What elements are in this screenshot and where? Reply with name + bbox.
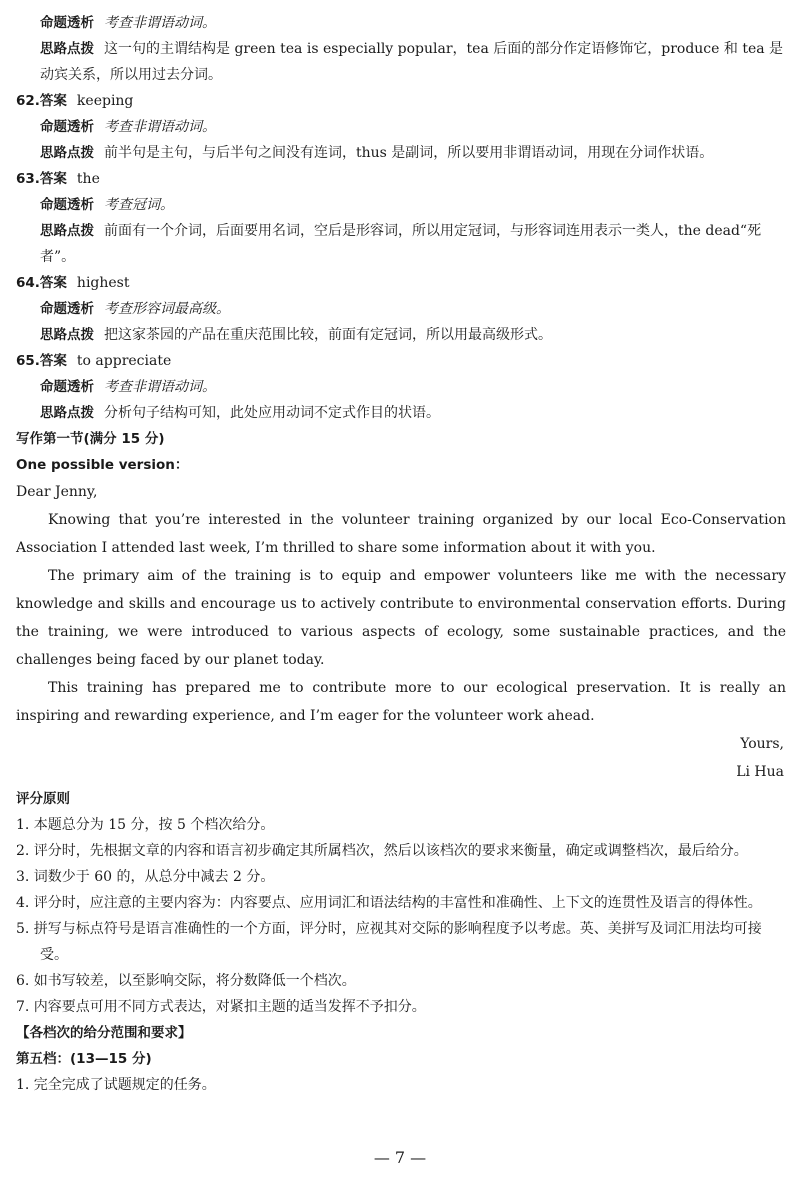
hint-row xyxy=(16,140,786,166)
scoring-rule: 2. 评分时，先根据文章的内容和语言初步确定其所属档次，然后以该档次的要求来衡量，确定或调整档次，最后给分。 xyxy=(16,843,748,859)
hint-label: 思路点拨 xyxy=(40,405,94,421)
answer-label: 答案 xyxy=(39,171,67,187)
analysis-label: 命题透析 xyxy=(40,15,94,31)
hint-row xyxy=(16,400,786,426)
scoring-heading: 评分原则 xyxy=(16,791,70,807)
analysis-label: 命题透析 xyxy=(40,119,94,135)
analysis-label: 命题透析 xyxy=(40,301,94,317)
analysis-row xyxy=(16,10,786,36)
analysis-label: 命题透析 xyxy=(40,379,94,395)
answer-row xyxy=(16,166,786,192)
essay-paragraph: Knowing that you’re interested in the volunteer training organized by our local Eco-Conservation Association I attended last week, I’m thrilled to share some information about it with you. xyxy=(16,512,786,556)
essay-paragraph: The primary aim of the training is to equip and empower volunteers like me with the necessary knowledge and skills and encourage us to actively contribute to environmental conservation efforts. During the training, we were introduced to various aspects of ecology, some sustainable practices, and the challenges being faced by our planet today. xyxy=(16,568,786,668)
hint-label: 思路点拨 xyxy=(40,41,94,57)
analysis-text: 考查非谓语动词。 xyxy=(104,119,216,135)
answer-row xyxy=(16,270,786,296)
scoring-rule: 1. 本题总分为 15 分，按 5 个档次给分。 xyxy=(16,817,275,833)
analysis-row xyxy=(16,374,786,400)
question-number: 63. xyxy=(16,171,40,187)
question-number: 64. xyxy=(16,275,40,291)
essay-signature: Li Hua xyxy=(736,764,784,780)
answer-value: keeping xyxy=(76,93,134,109)
answer-label: 答案 xyxy=(39,275,67,291)
analysis-text: 考查冠词。 xyxy=(104,197,174,213)
document-page xyxy=(16,10,786,1098)
analysis-text: 考查形容词最高级。 xyxy=(104,301,230,317)
hint-text: 前面有一个介词，后面要用名词，空后是形容词，所以用定冠词，与形容词连用表示一类人，the dead“死者”。 xyxy=(40,223,762,265)
answer-value: to appreciate xyxy=(76,353,172,369)
page-number: — 7 — xyxy=(373,1148,427,1167)
hint-row xyxy=(16,36,786,88)
hint-row xyxy=(16,218,786,270)
scoring-rule: 3. 词数少于 60 的，从总分中减去 2 分。 xyxy=(16,869,275,885)
writing-heading: 写作第一节(满分 15 分) xyxy=(16,431,165,447)
analysis-text: 考查非谓语动词。 xyxy=(104,379,216,395)
sample-essay xyxy=(16,478,786,730)
answer-row xyxy=(16,88,786,114)
hint-text: 前半句是主句，与后半句之间没有连词，thus 是副词，所以要用非谓语动词，用现在分词作状语。 xyxy=(104,145,714,161)
scoring-rule: 7. 内容要点可用不同方式表达，对紧扣主题的适当发挥不予扣分。 xyxy=(16,999,426,1015)
hint-text: 把这家茶园的产品在重庆范围比较，前面有定冠词，所以用最高级形式。 xyxy=(104,327,552,343)
scoring-rule: 6. 如书写较差，以至影响交际，将分数降低一个档次。 xyxy=(16,973,356,989)
tier5-item: 1. 完全完成了试题规定的任务。 xyxy=(16,1077,216,1093)
tier5-heading: 第五档：(13—15 分) xyxy=(16,1051,152,1067)
hint-label: 思路点拨 xyxy=(40,327,94,343)
answer-label: 答案 xyxy=(39,353,67,369)
hint-label: 思路点拨 xyxy=(40,145,94,161)
answer-value: the xyxy=(76,171,100,187)
hint-text: 这一句的主谓结构是 green tea is especially popular，tea 后面的部分作定语修饰它，produce 和 tea 是动宾关系，所以用过去分词。 xyxy=(40,41,784,83)
analysis-row xyxy=(16,114,786,140)
analysis-label: 命题透析 xyxy=(40,197,94,213)
essay-paragraph: This training has prepared me to contribute more to our ecological preservation. It is really an inspiring and rewarding experience, and I’m eager for the volunteer work ahead. xyxy=(16,680,786,724)
answer-label: 答案 xyxy=(39,93,67,109)
hint-text: 分析句子结构可知，此处应用动词不定式作目的状语。 xyxy=(104,405,440,421)
hint-label: 思路点拨 xyxy=(40,223,94,239)
hint-row xyxy=(16,322,786,348)
answer-row xyxy=(16,348,786,374)
essay-closing: Yours, xyxy=(740,736,784,752)
essay-greeting: Dear Jenny, xyxy=(16,484,98,500)
question-number: 62. xyxy=(16,93,40,109)
analysis-row xyxy=(16,192,786,218)
version-label: One possible version： xyxy=(16,457,189,473)
analysis-text: 考查非谓语动词。 xyxy=(104,15,216,31)
scoring-rule: 5. 拼写与标点符号是语言准确性的一个方面，评分时，应视其对交际的影响程度予以考虑。英、美拼写及词汇用法均可接受。 xyxy=(16,921,762,963)
analysis-row xyxy=(16,296,786,322)
range-heading: 【各档次的给分范围和要求】 xyxy=(16,1025,192,1041)
question-number: 65. xyxy=(16,353,40,369)
scoring-rule: 4. 评分时，应注意的主要内容为：内容要点、应用词汇和语法结构的丰富性和准确性、上下文的连贯性及语言的得体性。 xyxy=(16,895,762,911)
answer-value: highest xyxy=(76,275,130,291)
